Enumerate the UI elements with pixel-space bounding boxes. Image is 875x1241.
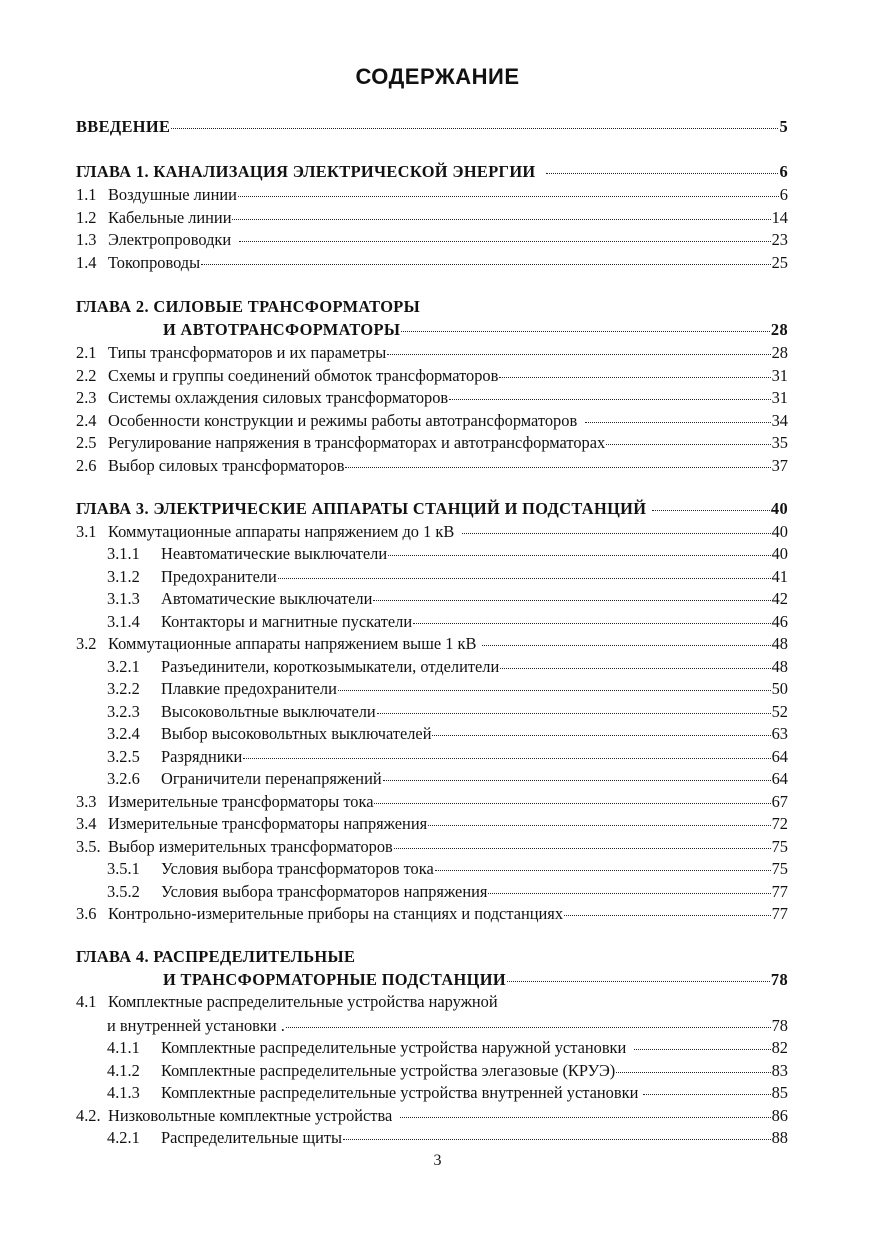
- toc-entry-number: 3.5.1: [107, 859, 140, 878]
- leader-dots: [449, 383, 770, 400]
- toc-entry-label: Схемы и группы соединений обмоток трансформаторов: [108, 366, 499, 385]
- toc-entry-page: 35: [771, 433, 788, 452]
- toc-entry-label: Комплектные распределительные устройства наружной: [108, 992, 498, 1011]
- toc-entry-label: и внутренней установки .: [107, 1016, 285, 1035]
- toc-entry-label: Контакторы и магнитные пускатели: [161, 612, 413, 631]
- toc-entry-number: 3.1.3: [107, 589, 140, 608]
- toc-chapter-3[interactable]: [76, 497, 788, 519]
- toc-entry-number: 3.2.6: [107, 769, 140, 788]
- toc-entry-label: ГЛАВА 2. СИЛОВЫЕ ТРАНСФОРМАТОРЫ: [76, 297, 421, 316]
- toc-entry-number: 1.2: [76, 208, 97, 227]
- leader-dots: [278, 562, 771, 579]
- toc-entry-number: 1.1: [76, 185, 97, 204]
- toc-entry-number: 4.1.1: [107, 1038, 140, 1057]
- toc-entry-page: 40: [771, 544, 788, 563]
- leader-dots: [243, 742, 770, 759]
- toc-entry-page: 67: [771, 792, 788, 811]
- toc-entry-number: 2.4: [76, 411, 97, 430]
- toc-entry-3-1-3[interactable]: [107, 587, 788, 609]
- toc-entry-3-6[interactable]: [76, 902, 788, 924]
- toc-entry-number: 2.5: [76, 433, 97, 452]
- toc-entry-page: 42: [771, 589, 788, 608]
- toc-entry-3-1-1[interactable]: [107, 542, 788, 564]
- toc-entry-number: 3.2.5: [107, 747, 140, 766]
- toc-entry-label: Кабельные линии: [108, 208, 232, 227]
- toc-entry-label: Ограничители перенапряжений: [161, 769, 382, 788]
- toc-entry-page: 82: [771, 1038, 788, 1057]
- toc-entry-number: 3.2.1: [107, 657, 140, 676]
- toc-entry-2-6[interactable]: [76, 454, 788, 476]
- toc-entry-page: 64: [771, 769, 788, 788]
- leader-dots: [374, 787, 770, 804]
- toc-entry-label: Неавтоматические выключатели: [161, 544, 388, 563]
- leader-dots: [387, 338, 770, 355]
- toc-entry-number: 3.2.3: [107, 702, 140, 721]
- toc-entry-number: 3.5.2: [107, 882, 140, 901]
- leader-dots: [171, 112, 778, 129]
- toc-entry-number: 1.3: [76, 230, 97, 249]
- toc-entry-label: Измерительные трансформаторы напряжения: [108, 814, 428, 833]
- toc-entry-number: 3.1: [76, 522, 97, 541]
- toc-entry-label: Разъединители, короткозымыкатели, отделители: [161, 657, 500, 676]
- toc-entry-label: Токопроводы: [108, 253, 201, 272]
- toc-entry-label: Электропроводки: [108, 230, 232, 249]
- toc-entry-page: 40: [770, 499, 788, 518]
- toc-entry-label: Высоковольтные выключатели: [161, 702, 376, 721]
- toc-entry-1-3[interactable]: [76, 228, 788, 250]
- toc-entry-page: 77: [771, 882, 788, 901]
- toc-entry-2-5[interactable]: [76, 431, 788, 453]
- toc-entry-number: 2.6: [76, 456, 97, 475]
- toc-entry-1-1[interactable]: [76, 183, 788, 205]
- toc-entry-label: Условия выбора трансформаторов тока: [161, 859, 434, 878]
- toc-entry-label: Комплектные распределительные устройства элегазовые (КРУЭ): [161, 1061, 616, 1080]
- toc-entry-label: Распределительные щиты: [161, 1128, 343, 1147]
- leader-dots: [616, 1056, 770, 1073]
- toc-entry-label: Особенности конструкции и режимы работы автотрансформаторов: [108, 411, 578, 430]
- leader-dots: [238, 180, 779, 197]
- toc-entry-1-4[interactable]: [76, 251, 788, 273]
- toc-entry-2-1[interactable]: [76, 341, 788, 363]
- toc-entry-label: ГЛАВА 1. КАНАЛИЗАЦИЯ ЭЛЕКТРИЧЕСКОЙ ЭНЕРГИИ: [76, 162, 536, 181]
- leader-dots: [499, 361, 770, 378]
- toc-entry-3-2[interactable]: [76, 632, 788, 654]
- toc-entry-number: 3.6: [76, 904, 97, 923]
- toc-entry-page: 52: [771, 702, 788, 721]
- toc-entry-label: Разрядники: [161, 747, 243, 766]
- leader-dots: [373, 584, 770, 601]
- toc-entry-number: 3.2.4: [107, 724, 140, 743]
- toc-entry-page: 86: [771, 1106, 788, 1125]
- leader-dots: [482, 629, 770, 646]
- toc-entry-3-5-1[interactable]: [107, 857, 788, 879]
- toc-entry-label: Комплектные распределительные устройства наружной установки: [161, 1038, 627, 1057]
- leader-dots: [377, 697, 771, 714]
- leader-dots: [500, 652, 770, 669]
- leader-dots: [394, 832, 771, 849]
- page-title: СОДЕРЖАНИЕ: [355, 64, 520, 89]
- toc-entry-page: 28: [770, 320, 788, 339]
- leader-dots: [634, 1033, 770, 1050]
- leader-dots: [383, 764, 771, 781]
- toc-entry-number: 3.4: [76, 814, 97, 833]
- toc-entry-label: Типы трансформаторов и их параметры: [108, 343, 387, 362]
- toc-entry-page: 75: [771, 837, 788, 856]
- leader-dots: [652, 494, 770, 511]
- leader-dots: [388, 539, 771, 556]
- leader-dots: [239, 225, 770, 242]
- leader-dots: [201, 248, 770, 265]
- toc-entry-number: 2.3: [76, 388, 97, 407]
- toc-entry-page: 64: [771, 747, 788, 766]
- toc-entry-label: ГЛАВА 4. РАСПРЕДЕЛИТЕЛЬНЫЕ: [76, 947, 356, 966]
- toc-entry-3-2-4[interactable]: [107, 722, 788, 744]
- toc-entry-page: 6: [779, 162, 788, 181]
- leader-dots: [606, 428, 770, 445]
- toc-entry-number: 3.2: [76, 634, 97, 653]
- leader-dots: [343, 1123, 771, 1140]
- toc-entry-page: 41: [771, 567, 788, 586]
- leader-dots: [546, 157, 779, 174]
- toc-entry-label: Плавкие предохранители: [161, 679, 337, 698]
- toc-entry-page: 77: [771, 904, 788, 923]
- toc-entry-number: 4.2.1: [107, 1128, 140, 1147]
- toc-entry-3-4[interactable]: [76, 812, 788, 834]
- toc-entry-page: 85: [771, 1083, 788, 1102]
- toc-entry-page: 34: [771, 411, 788, 430]
- toc-entry-label: Выбор измерительных трансформаторов: [108, 837, 393, 856]
- toc-entry-page: 75: [771, 859, 788, 878]
- toc-entry-number: 3.1.4: [107, 612, 140, 631]
- toc-entry-label: Выбор силовых трансформаторов: [108, 456, 345, 475]
- toc-entry-label: ВВЕДЕНИЕ: [76, 117, 171, 136]
- toc-entry-3-2-6[interactable]: [107, 767, 788, 789]
- toc-entry-label: И ТРАНСФОРМАТОРНЫЕ ПОДСТАНЦИИ: [163, 970, 506, 989]
- toc-entry-page: 40: [771, 522, 788, 541]
- toc-entry-page: 72: [771, 814, 788, 833]
- toc-entry-page: 31: [771, 366, 788, 385]
- toc-entry-number: 2.1: [76, 343, 97, 362]
- leader-dots: [488, 877, 770, 894]
- toc-entry-number: 4.2.: [76, 1106, 101, 1125]
- toc-entry-label: И АВТОТРАНСФОРМАТОРЫ: [163, 320, 401, 339]
- toc-entry-4-1-line1[interactable]: [76, 991, 788, 1013]
- toc-entry-number: 4.1.3: [107, 1083, 140, 1102]
- toc-chapter-1[interactable]: [76, 160, 788, 182]
- toc-entry-label: Условия выбора трансформаторов напряжения: [161, 882, 488, 901]
- toc-entry-label: Низковольтные комплектные устройства: [108, 1106, 393, 1125]
- toc-entry-page: 78: [770, 970, 788, 989]
- toc-entry-number: 3.2.2: [107, 679, 140, 698]
- toc-entry-label: Предохранители: [161, 567, 277, 586]
- toc-entry-page: 23: [771, 230, 788, 249]
- leader-dots: [286, 1011, 771, 1028]
- toc-entry-page: 78: [771, 1016, 788, 1035]
- toc-entry-page: 25: [771, 253, 788, 272]
- leader-dots: [413, 607, 771, 624]
- toc-entry-number: 2.2: [76, 366, 97, 385]
- toc-entry-label: Контрольно-измерительные приборы на станциях и подстанциях: [108, 904, 564, 923]
- leader-dots: [585, 406, 770, 423]
- leader-dots: [338, 674, 771, 691]
- toc-entry-number: 4.1: [76, 992, 97, 1011]
- toc-entry-page: 28: [771, 343, 788, 362]
- toc-entry-page: 63: [771, 724, 788, 743]
- toc-entry-2-3[interactable]: [76, 386, 788, 408]
- toc-entry-label: Системы охлаждения силовых трансформаторов: [108, 388, 449, 407]
- toc-entry-label: Коммутационные аппараты напряжением выше 1 кВ: [108, 634, 477, 653]
- toc-entry-number: 1.4: [76, 253, 97, 272]
- toc-entry-page: 88: [771, 1128, 788, 1147]
- toc-entry-introduction[interactable]: [76, 115, 788, 137]
- toc-entry-number: 3.5.: [76, 837, 101, 856]
- toc-entry-number: 3.1.2: [107, 567, 140, 586]
- toc-entry-page: 48: [771, 634, 788, 653]
- toc-entry-page: 31: [771, 388, 788, 407]
- leader-dots: [432, 719, 770, 736]
- leader-dots: [435, 854, 771, 871]
- leader-dots: [400, 1101, 770, 1118]
- leader-dots: [232, 203, 770, 220]
- toc-entry-label: Комплектные распределительные устройства внутренней установки: [161, 1083, 639, 1102]
- toc-entry-page: 37: [771, 456, 788, 475]
- toc-entry-4-1-1[interactable]: [107, 1036, 788, 1058]
- toc-entry-number: 4.1.2: [107, 1061, 140, 1080]
- toc-entry-label: Коммутационные аппараты напряжением до 1 кВ: [108, 522, 455, 541]
- toc-chapter-4-line2[interactable]: [163, 968, 788, 990]
- toc-entry-number: 3.1.1: [107, 544, 140, 563]
- toc-entry-label: ГЛАВА 3. ЭЛЕКТРИЧЕСКИЕ АППАРАТЫ СТАНЦИЙ И ПОДСТАНЦИЙ: [76, 499, 647, 518]
- page-number: 3: [433, 1152, 442, 1169]
- toc-entry-page: 6: [779, 185, 788, 204]
- toc-entry-4-1-3[interactable]: [107, 1081, 788, 1103]
- leader-dots: [507, 965, 770, 982]
- toc-entry-label: Регулирование напряжения в трансформаторах и автотрансформаторах: [108, 433, 606, 452]
- leader-dots: [462, 517, 770, 534]
- toc-entry-3-2-2[interactable]: [107, 677, 788, 699]
- toc-entry-page: 14: [771, 208, 788, 227]
- toc-entry-label: Воздушные линии: [108, 185, 237, 204]
- toc-entry-page: 46: [771, 612, 788, 631]
- leader-dots: [564, 899, 771, 916]
- toc-entry-number: 3.3: [76, 792, 97, 811]
- toc-entry-page: 50: [771, 679, 788, 698]
- toc-entry-label: Измерительные трансформаторы тока: [108, 792, 374, 811]
- leader-dots: [401, 315, 770, 332]
- toc-entry-page: 5: [779, 117, 788, 136]
- toc-entry-label: Автоматические выключатели: [161, 589, 373, 608]
- toc-entry-4-2-1[interactable]: [107, 1126, 788, 1148]
- leader-dots: [428, 809, 770, 826]
- toc-chapter-2-line2[interactable]: [163, 318, 788, 340]
- toc-entry-label: Выбор высоковольтных выключателей: [161, 724, 432, 743]
- toc-entry-page: 48: [771, 657, 788, 676]
- toc-entry-page: 83: [771, 1061, 788, 1080]
- leader-dots: [643, 1078, 770, 1095]
- leader-dots: [345, 451, 770, 468]
